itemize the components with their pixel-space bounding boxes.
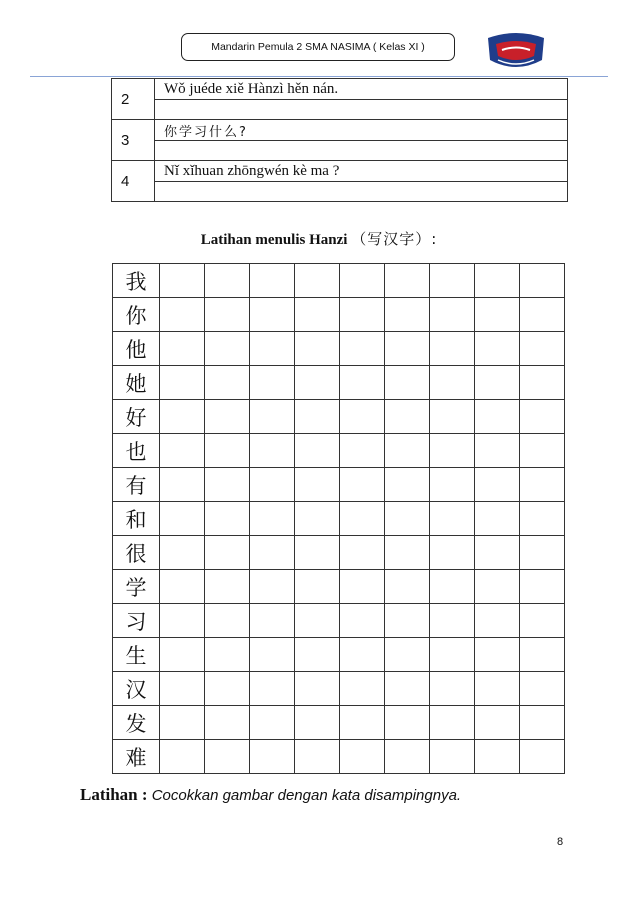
hanzi-character: 她	[113, 366, 160, 400]
practice-cell	[295, 400, 340, 434]
practice-cell	[430, 570, 475, 604]
section-title-text: Latihan menulis Hanzi	[200, 232, 348, 248]
grid-row	[113, 264, 565, 298]
grid-row	[113, 502, 565, 536]
practice-cell	[520, 536, 565, 570]
practice-cell	[340, 332, 385, 366]
practice-cell	[295, 468, 340, 502]
practice-cell	[385, 264, 430, 298]
practice-cell	[430, 332, 475, 366]
practice-cell	[385, 604, 430, 638]
practice-cell	[250, 740, 295, 774]
practice-cell	[385, 366, 430, 400]
practice-cell	[160, 570, 205, 604]
hanzi-character: 有	[113, 468, 160, 502]
practice-cell	[430, 604, 475, 638]
practice-cell	[160, 434, 205, 468]
practice-cell	[340, 264, 385, 298]
practice-cell	[295, 672, 340, 706]
answer-blank	[155, 141, 568, 161]
practice-cell	[520, 366, 565, 400]
practice-cell	[475, 264, 520, 298]
practice-cell	[295, 264, 340, 298]
grid-row	[113, 298, 565, 332]
practice-cell	[250, 706, 295, 740]
practice-cell	[340, 366, 385, 400]
exercise-row-text: Nǐ xǐhuan zhōngwén kè ma ?	[155, 161, 568, 182]
practice-cell	[205, 638, 250, 672]
page-number: 8	[557, 836, 564, 848]
practice-cell	[205, 400, 250, 434]
grid-row	[113, 434, 565, 468]
exercise-row	[112, 161, 568, 182]
practice-cell	[385, 706, 430, 740]
hanzi-character: 好	[113, 400, 160, 434]
practice-cell	[205, 434, 250, 468]
grid-row	[113, 536, 565, 570]
practice-cell	[250, 400, 295, 434]
practice-cell	[250, 468, 295, 502]
practice-cell	[205, 298, 250, 332]
practice-cell	[520, 502, 565, 536]
practice-cell	[430, 298, 475, 332]
hanzi-practice-grid	[112, 263, 565, 774]
practice-cell	[160, 366, 205, 400]
practice-cell	[520, 298, 565, 332]
practice-cell	[340, 740, 385, 774]
practice-cell	[250, 332, 295, 366]
practice-cell	[340, 468, 385, 502]
practice-cell	[160, 638, 205, 672]
practice-cell	[475, 672, 520, 706]
practice-cell	[520, 468, 565, 502]
practice-cell	[475, 298, 520, 332]
practice-cell	[205, 570, 250, 604]
practice-cell	[475, 468, 520, 502]
practice-cell	[430, 706, 475, 740]
practice-cell	[430, 400, 475, 434]
grid-row	[113, 366, 565, 400]
exercise-row-blank	[112, 100, 568, 120]
practice-cell	[340, 400, 385, 434]
practice-cell	[475, 638, 520, 672]
grid-row	[113, 570, 565, 604]
practice-cell	[520, 638, 565, 672]
practice-cell	[250, 366, 295, 400]
header-title-box	[181, 33, 455, 61]
practice-cell	[250, 638, 295, 672]
exercise-row-number: 4	[112, 161, 155, 202]
practice-cell	[520, 672, 565, 706]
practice-cell	[430, 502, 475, 536]
practice-cell	[250, 536, 295, 570]
practice-cell	[475, 604, 520, 638]
practice-cell	[475, 740, 520, 774]
exercise-row-blank	[112, 182, 568, 202]
practice-cell	[520, 706, 565, 740]
practice-cell	[250, 672, 295, 706]
practice-cell	[295, 604, 340, 638]
practice-cell	[340, 638, 385, 672]
practice-cell	[205, 604, 250, 638]
exercise-row	[112, 79, 568, 100]
practice-cell	[475, 400, 520, 434]
practice-cell	[340, 604, 385, 638]
practice-cell	[250, 502, 295, 536]
practice-cell	[385, 468, 430, 502]
practice-cell	[160, 502, 205, 536]
practice-cell	[520, 332, 565, 366]
practice-cell	[475, 706, 520, 740]
header-rule	[30, 76, 608, 77]
practice-cell	[160, 706, 205, 740]
practice-cell	[385, 400, 430, 434]
practice-cell	[295, 706, 340, 740]
practice-cell	[340, 536, 385, 570]
footer-label: Latihan :	[80, 785, 148, 804]
section-title	[0, 228, 638, 249]
practice-cell	[430, 468, 475, 502]
practice-cell	[295, 332, 340, 366]
practice-cell	[205, 468, 250, 502]
practice-cell	[160, 468, 205, 502]
practice-cell	[205, 706, 250, 740]
practice-cell	[475, 366, 520, 400]
school-logo	[484, 30, 548, 72]
exercise-table	[111, 78, 568, 202]
hanzi-character: 发	[113, 706, 160, 740]
practice-cell	[160, 740, 205, 774]
practice-cell	[385, 434, 430, 468]
practice-cell	[295, 536, 340, 570]
practice-cell	[385, 298, 430, 332]
practice-cell	[430, 536, 475, 570]
practice-cell	[340, 570, 385, 604]
practice-cell	[385, 502, 430, 536]
hanzi-character: 学	[113, 570, 160, 604]
hanzi-character: 我	[113, 264, 160, 298]
practice-cell	[160, 536, 205, 570]
exercise-row-blank	[112, 141, 568, 161]
grid-row	[113, 332, 565, 366]
practice-cell	[340, 502, 385, 536]
hanzi-character: 生	[113, 638, 160, 672]
practice-cell	[205, 332, 250, 366]
practice-cell	[205, 502, 250, 536]
hanzi-character: 也	[113, 434, 160, 468]
practice-cell	[520, 570, 565, 604]
grid-row	[113, 604, 565, 638]
practice-cell	[295, 638, 340, 672]
grid-row	[113, 638, 565, 672]
practice-cell	[250, 570, 295, 604]
section-title-zh: （写汉字）:	[351, 230, 438, 248]
exercise-row-text: Wǒ juéde xiě Hànzì hěn nán.	[155, 79, 568, 100]
practice-cell	[430, 366, 475, 400]
practice-cell	[520, 434, 565, 468]
practice-cell	[430, 638, 475, 672]
practice-cell	[385, 740, 430, 774]
practice-cell	[295, 740, 340, 774]
exercise-row-text: 你学习什么?	[155, 120, 568, 141]
hanzi-character: 汉	[113, 672, 160, 706]
header-title: Mandarin Pemula 2 SMA NASIMA ( Kelas XI )	[211, 41, 425, 53]
footer-exercise	[80, 785, 461, 805]
practice-cell	[160, 332, 205, 366]
practice-cell	[160, 264, 205, 298]
practice-cell	[340, 298, 385, 332]
grid-row	[113, 706, 565, 740]
practice-cell	[205, 740, 250, 774]
practice-cell	[205, 366, 250, 400]
practice-cell	[475, 434, 520, 468]
answer-blank	[155, 100, 568, 120]
practice-cell	[340, 706, 385, 740]
answer-blank	[155, 182, 568, 202]
hanzi-character: 你	[113, 298, 160, 332]
practice-cell	[475, 536, 520, 570]
grid-row	[113, 740, 565, 774]
footer-instruction: Cocokkan gambar dengan kata disampingnya.	[151, 787, 462, 804]
practice-cell	[385, 638, 430, 672]
practice-cell	[340, 434, 385, 468]
practice-cell	[385, 570, 430, 604]
practice-cell	[250, 264, 295, 298]
practice-cell	[295, 366, 340, 400]
practice-cell	[520, 740, 565, 774]
practice-cell	[205, 536, 250, 570]
practice-cell	[295, 434, 340, 468]
practice-cell	[160, 604, 205, 638]
practice-cell	[475, 570, 520, 604]
practice-cell	[475, 502, 520, 536]
practice-cell	[475, 332, 520, 366]
practice-cell	[520, 264, 565, 298]
practice-cell	[205, 264, 250, 298]
practice-cell	[430, 264, 475, 298]
practice-cell	[250, 298, 295, 332]
grid-row	[113, 672, 565, 706]
practice-cell	[520, 604, 565, 638]
grid-row	[113, 468, 565, 502]
hanzi-character: 很	[113, 536, 160, 570]
practice-cell	[250, 434, 295, 468]
practice-cell	[250, 604, 295, 638]
practice-cell	[385, 332, 430, 366]
grid-row	[113, 400, 565, 434]
practice-cell	[340, 672, 385, 706]
exercise-row	[112, 120, 568, 141]
practice-cell	[430, 434, 475, 468]
hanzi-character: 和	[113, 502, 160, 536]
practice-cell	[160, 400, 205, 434]
hanzi-character: 习	[113, 604, 160, 638]
practice-cell	[295, 502, 340, 536]
practice-cell	[430, 740, 475, 774]
practice-cell	[295, 570, 340, 604]
hanzi-character: 他	[113, 332, 160, 366]
hanzi-character: 难	[113, 740, 160, 774]
practice-cell	[160, 672, 205, 706]
practice-cell	[295, 298, 340, 332]
practice-cell	[430, 672, 475, 706]
exercise-row-number: 2	[112, 79, 155, 120]
practice-cell	[385, 536, 430, 570]
exercise-row-number: 3	[112, 120, 155, 161]
practice-cell	[385, 672, 430, 706]
practice-cell	[520, 400, 565, 434]
practice-cell	[205, 672, 250, 706]
practice-cell	[160, 298, 205, 332]
